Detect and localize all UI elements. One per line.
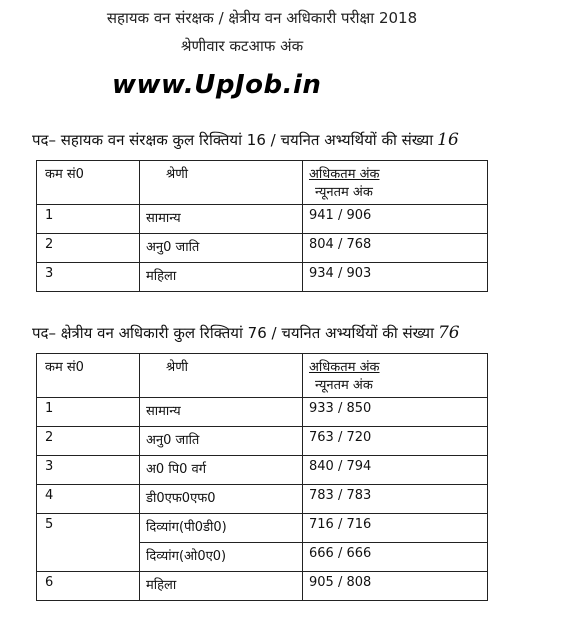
header-category	[140, 161, 303, 205]
table-header-row	[37, 161, 488, 205]
table-row	[37, 514, 488, 543]
header-score-min: न्यूनतम अंक	[315, 185, 373, 200]
row-category: दिव्यांग(ओ0ए0)	[140, 543, 303, 572]
row-serial: 3	[37, 263, 140, 292]
document-title: सहायक वन संरक्षक / क्षेत्रीय वन अधिकारी परीक्षा 2018	[106, 9, 418, 27]
row-category: अनु0 जाति	[140, 234, 303, 263]
header-score-min: न्यूनतम अंक	[315, 378, 373, 393]
section2-handwritten-count: 76	[437, 323, 460, 343]
section1-heading	[32, 130, 459, 150]
header-category-label: श्रेणी	[166, 360, 188, 375]
section1-heading-text: पद– सहायक वन संरक्षक कुल रिक्तियां 16 / चयनित अभ्यर्थियों की संख्या	[32, 131, 434, 149]
header-category	[140, 354, 303, 398]
table-row	[37, 263, 488, 292]
header-serial: कम सं0	[37, 161, 140, 205]
row-score: 941 / 906	[303, 205, 488, 234]
document-subtitle: श्रेणीवार कटआफ अंक	[180, 37, 304, 55]
row-category: सामान्य	[140, 205, 303, 234]
header-score	[303, 354, 488, 398]
row-score: 934 / 903	[303, 263, 488, 292]
table-row	[37, 398, 488, 427]
row-score: 905 / 808	[303, 572, 488, 601]
row-category: अ0 पि0 वर्ग	[140, 456, 303, 485]
row-score: 666 / 666	[303, 543, 488, 572]
row-score: 763 / 720	[303, 427, 488, 456]
table-row	[37, 485, 488, 514]
section1-handwritten-count: 16	[437, 130, 459, 150]
watermark-url: www.UpJob.in	[112, 70, 322, 100]
header-score-max: अधिकतम अंक	[309, 167, 380, 182]
header-category-label: श्रेणी	[166, 167, 188, 182]
row-serial: 6	[37, 572, 140, 601]
row-serial: 1	[37, 398, 140, 427]
row-category: महिला	[140, 572, 303, 601]
section2-heading	[32, 323, 460, 343]
header-serial: कम सं0	[37, 354, 140, 398]
row-category: डी0एफ0एफ0	[140, 485, 303, 514]
cutoff-table-rfo	[36, 353, 488, 601]
table-row	[37, 205, 488, 234]
row-serial: 4	[37, 485, 140, 514]
cutoff-table-acf	[36, 160, 488, 292]
table-row	[37, 427, 488, 456]
table-row	[37, 234, 488, 263]
section2-heading-text: पद– क्षेत्रीय वन अधिकारी कुल रिक्तियां 76 / चयनित अभ्यर्थियों की संख्या	[32, 324, 434, 342]
row-serial: 5	[37, 514, 140, 572]
row-category: महिला	[140, 263, 303, 292]
header-score-max: अधिकतम अंक	[309, 360, 380, 375]
row-score: 804 / 768	[303, 234, 488, 263]
row-score: 933 / 850	[303, 398, 488, 427]
table-header-row	[37, 354, 488, 398]
row-score: 783 / 783	[303, 485, 488, 514]
row-score: 840 / 794	[303, 456, 488, 485]
row-score: 716 / 716	[303, 514, 488, 543]
row-category: अनु0 जाति	[140, 427, 303, 456]
row-category: दिव्यांग(पी0डी0)	[140, 514, 303, 543]
table-row	[37, 572, 488, 601]
header-score	[303, 161, 488, 205]
row-serial: 3	[37, 456, 140, 485]
row-category: सामान्य	[140, 398, 303, 427]
table-row	[37, 456, 488, 485]
row-serial: 2	[37, 427, 140, 456]
row-serial: 1	[37, 205, 140, 234]
row-serial: 2	[37, 234, 140, 263]
